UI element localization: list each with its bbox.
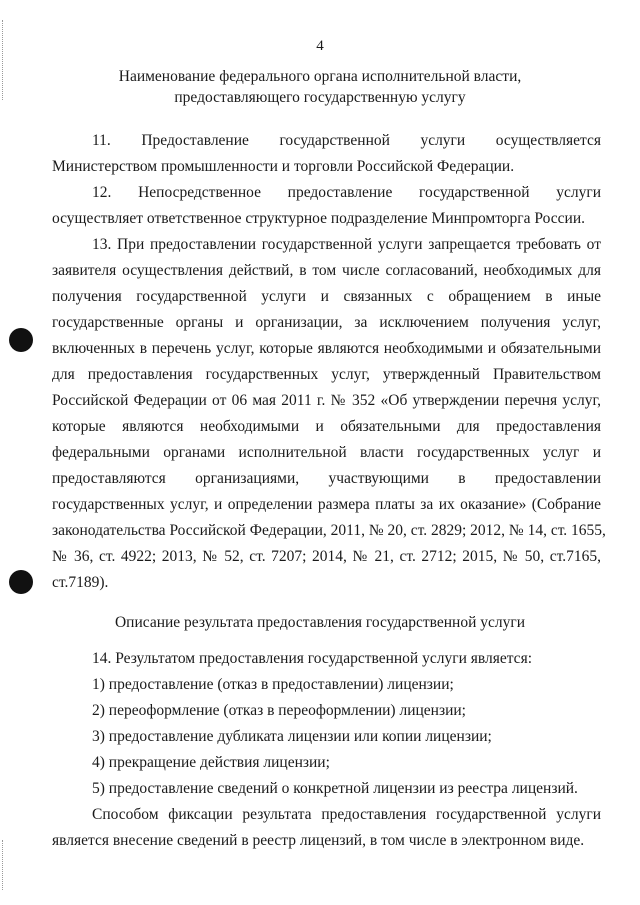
section-heading-line1: Наименование федерального органа исполнительной власти,: [118, 68, 522, 85]
list-item: 4) прекращение действия лицензии;: [92, 754, 330, 771]
scan-edge-marks: [2, 840, 5, 890]
paragraph-line: предоставляются организациями, участвующими в предоставлении: [52, 470, 601, 487]
results-heading: Описание результата предоставления государственной услуги: [114, 614, 526, 631]
list-item: 3) предоставление дубликата лицензии или копии лицензии;: [92, 728, 492, 745]
paragraph-line: № 36, ст. 4922; 2013, № 52, ст. 7207; 2014, № 21, ст. 2712; 2015, № 50, ст.7165,: [52, 548, 601, 565]
paragraph-line: для предоставления государственных услуг, утвержденный Правительством: [52, 366, 601, 383]
paragraph-line: осуществляет ответственное структурное подразделение Минпромторга России.: [52, 210, 586, 227]
list-item: 2) переоформление (отказ в переоформлении) лицензии;: [92, 702, 466, 719]
list-item: 1) предоставление (отказ в предоставлении) лицензии;: [92, 676, 454, 693]
list-item: 5) предоставление сведений о конкретной лицензии из реестра лицензий.: [92, 780, 578, 797]
scan-edge-marks: [2, 20, 5, 100]
paragraph-line: 11. Предоставление государственной услуги осуществляется: [92, 132, 601, 149]
paragraph-line: законодательства Российской Федерации, 2011, № 20, ст. 2829; 2012, № 14, ст. 1655,: [52, 522, 606, 539]
paragraph-line: получения государственной услуги и связанных с обращением в иные: [52, 288, 601, 305]
paragraph-line: 12. Непосредственное предоставление государственной услуги: [92, 184, 601, 201]
closing-paragraph-line: Способом фиксации результата предоставления государственной услуги: [92, 806, 601, 823]
paragraph-line: ст.7189).: [52, 574, 109, 591]
paragraph-line: государственных услуг, и определении размера платы за их оказание» (Собрание: [52, 496, 601, 513]
paragraph-line: которые являются необходимыми и обязательными для предоставления: [52, 418, 601, 435]
section-heading-line2: предоставляющего государственную услугу: [174, 89, 466, 106]
page-number: 4: [316, 38, 324, 54]
punch-hole-upper: [9, 328, 33, 352]
paragraph-line: включенных в перечень услуг, которые являются необходимыми и обязательными: [52, 340, 601, 357]
punch-hole-lower: [9, 570, 33, 594]
paragraph-line: федеральными органами исполнительной власти государственных услуг и: [52, 444, 601, 461]
paragraph-line: заявителя осуществления действий, в том числе согласований, необходимых для: [52, 262, 601, 279]
paragraph-line: Российской Федерации от 06 мая 2011 г. № 352 «Об утверждении перечня услуг,: [52, 392, 601, 409]
paragraph-line: 13. При предоставлении государственной услуги запрещается требовать от: [92, 236, 601, 253]
paragraph-line: государственные органы и организации, за исключением получения услуг,: [52, 314, 601, 331]
paragraph-line: Министерством промышленности и торговли Российской Федерации.: [52, 158, 515, 175]
closing-paragraph-line: является внесение сведений в реестр лицензий, в том числе в электронном виде.: [52, 832, 585, 849]
list-intro: 14. Результатом предоставления государственной услуги является:: [92, 650, 533, 667]
